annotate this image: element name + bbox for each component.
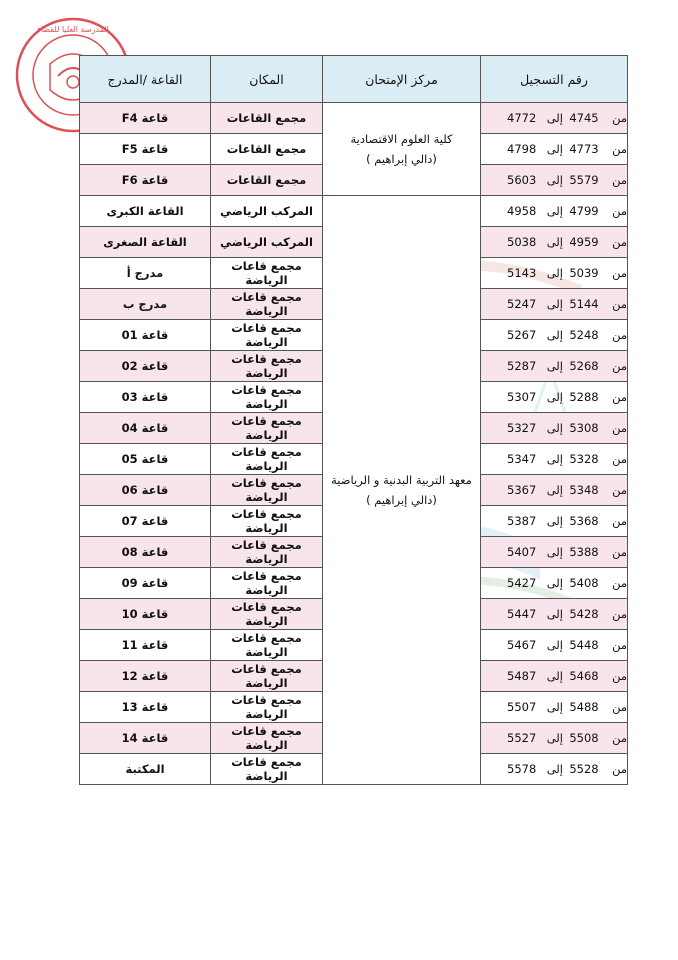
range-start: 5288: [569, 390, 599, 404]
range-end: 5307: [507, 390, 537, 404]
hall-cell: مدرج ب: [80, 289, 211, 320]
range-end: 5487: [507, 669, 537, 683]
place-cell: مجمع قاعات الرياضة: [211, 351, 323, 382]
table-body: [80, 103, 628, 785]
range-end: 4772: [507, 111, 537, 125]
range-start: 5488: [569, 700, 599, 714]
hall-cell: قاعة F5: [80, 134, 211, 165]
range-start: 5248: [569, 328, 599, 342]
header-hall: القاعة /المدرج: [80, 56, 211, 103]
from-label: من: [612, 576, 627, 590]
registration-range: [481, 537, 628, 568]
header-exam-center: مركز الإمتحان: [323, 56, 481, 103]
from-label: من: [612, 607, 627, 621]
place-cell: مجمع القاعات: [211, 165, 323, 196]
range-end: 5387: [507, 514, 537, 528]
registration-range: [481, 413, 628, 444]
hall-cell: قاعة 06: [80, 475, 211, 506]
range-start: 4773: [569, 142, 599, 156]
to-label: إلى: [546, 266, 563, 280]
hall-cell: القاعة الكبرى: [80, 196, 211, 227]
from-label: من: [612, 297, 627, 311]
range-start: 4799: [569, 204, 599, 218]
from-label: من: [612, 235, 627, 249]
range-end: 5367: [507, 483, 537, 497]
registration-range: [481, 103, 628, 134]
registration-range: [481, 227, 628, 258]
registration-range: [481, 475, 628, 506]
hall-cell: قاعة F6: [80, 165, 211, 196]
hall-cell: قاعة 01: [80, 320, 211, 351]
to-label: إلى: [546, 576, 563, 590]
registration-range: [481, 692, 628, 723]
exam-center-location: (دالي إبراهيم ): [366, 152, 437, 166]
hall-cell: قاعة 09: [80, 568, 211, 599]
range-end: 5287: [507, 359, 537, 373]
to-label: إلى: [546, 111, 563, 125]
place-cell: مجمع قاعات الرياضة: [211, 258, 323, 289]
table-row: [80, 103, 628, 134]
hall-cell: قاعة 05: [80, 444, 211, 475]
from-label: من: [612, 669, 627, 683]
range-start: 5428: [569, 607, 599, 621]
to-label: إلى: [546, 390, 563, 404]
place-cell: مجمع قاعات الرياضة: [211, 754, 323, 785]
registration-range: [481, 165, 628, 196]
hall-cell: القاعة الصغرى: [80, 227, 211, 258]
to-label: إلى: [546, 173, 563, 187]
registration-range: [481, 661, 628, 692]
from-label: من: [612, 421, 627, 435]
range-end: 5247: [507, 297, 537, 311]
place-cell: مجمع قاعات الرياضة: [211, 692, 323, 723]
range-start: 5528: [569, 762, 599, 776]
registration-range: [481, 320, 628, 351]
range-end: 5603: [507, 173, 537, 187]
to-label: إلى: [546, 452, 563, 466]
from-label: من: [612, 173, 627, 187]
range-start: 5039: [569, 266, 599, 280]
registration-range: [481, 382, 628, 413]
to-label: إلى: [546, 607, 563, 621]
place-cell: مجمع قاعات الرياضة: [211, 506, 323, 537]
range-end: 5447: [507, 607, 537, 621]
header-registration: رقم التسجيل: [481, 56, 628, 103]
range-start: 5579: [569, 173, 599, 187]
to-label: إلى: [546, 731, 563, 745]
from-label: من: [612, 266, 627, 280]
range-start: 5144: [569, 297, 599, 311]
header-place: المكان: [211, 56, 323, 103]
hall-cell: قاعة 08: [80, 537, 211, 568]
range-end: 4958: [507, 204, 537, 218]
place-cell: مجمع قاعات الرياضة: [211, 320, 323, 351]
range-start: 5408: [569, 576, 599, 590]
registration-range: [481, 568, 628, 599]
range-start: 5368: [569, 514, 599, 528]
stamp-text: المدرسة العليا للقضاء: [37, 25, 109, 34]
hall-cell: قاعة 10: [80, 599, 211, 630]
hall-cell: قاعة F4: [80, 103, 211, 134]
hall-cell: مدرج أ: [80, 258, 211, 289]
range-start: 5308: [569, 421, 599, 435]
hall-cell: قاعة 14: [80, 723, 211, 754]
from-label: من: [612, 638, 627, 652]
range-end: 5347: [507, 452, 537, 466]
table-row: [80, 196, 628, 227]
range-start: 5348: [569, 483, 599, 497]
exam-center-cell: [323, 196, 481, 785]
from-label: من: [612, 204, 627, 218]
from-label: من: [612, 328, 627, 342]
from-label: من: [612, 359, 627, 373]
range-start: 4959: [569, 235, 599, 249]
from-label: من: [612, 111, 627, 125]
range-end: 5038: [507, 235, 537, 249]
exam-center-name: كلية العلوم الاقتصادية: [350, 132, 453, 146]
place-cell: مجمع القاعات: [211, 134, 323, 165]
registration-range: [481, 196, 628, 227]
registration-range: [481, 599, 628, 630]
exam-center-location: (دالي إبراهيم ): [366, 493, 437, 507]
from-label: من: [612, 483, 627, 497]
place-cell: مجمع قاعات الرياضة: [211, 537, 323, 568]
hall-cell: قاعة 12: [80, 661, 211, 692]
range-start: 5388: [569, 545, 599, 559]
to-label: إلى: [546, 235, 563, 249]
place-cell: المركب الرياضي: [211, 227, 323, 258]
to-label: إلى: [546, 483, 563, 497]
to-label: إلى: [546, 514, 563, 528]
registration-range: [481, 506, 628, 537]
registration-table: [79, 55, 628, 785]
to-label: إلى: [546, 297, 563, 311]
to-label: إلى: [546, 359, 563, 373]
registration-range: [481, 134, 628, 165]
hall-cell: قاعة 03: [80, 382, 211, 413]
to-label: إلى: [546, 204, 563, 218]
to-label: إلى: [546, 142, 563, 156]
place-cell: مجمع قاعات الرياضة: [211, 475, 323, 506]
exam-center-name: معهد التربية البدنية و الرياضية: [331, 473, 472, 487]
registration-range: [481, 444, 628, 475]
from-label: من: [612, 390, 627, 404]
place-cell: مجمع قاعات الرياضة: [211, 289, 323, 320]
registration-range: [481, 754, 628, 785]
place-cell: مجمع قاعات الرياضة: [211, 568, 323, 599]
range-end: 5407: [507, 545, 537, 559]
registration-range: [481, 289, 628, 320]
from-label: من: [612, 545, 627, 559]
hall-cell: قاعة 02: [80, 351, 211, 382]
hall-cell: قاعة 04: [80, 413, 211, 444]
range-end: 5578: [507, 762, 537, 776]
range-end: 5467: [507, 638, 537, 652]
range-end: 4798: [507, 142, 537, 156]
range-start: 5468: [569, 669, 599, 683]
place-cell: مجمع قاعات الرياضة: [211, 661, 323, 692]
range-end: 5327: [507, 421, 537, 435]
registration-range: [481, 258, 628, 289]
to-label: إلى: [546, 545, 563, 559]
registration-range: [481, 723, 628, 754]
hall-cell: قاعة 13: [80, 692, 211, 723]
to-label: إلى: [546, 669, 563, 683]
to-label: إلى: [546, 762, 563, 776]
range-start: 5508: [569, 731, 599, 745]
range-start: 5328: [569, 452, 599, 466]
range-end: 5143: [507, 266, 537, 280]
hall-cell: قاعة 11: [80, 630, 211, 661]
place-cell: المركب الرياضي: [211, 196, 323, 227]
from-label: من: [612, 700, 627, 714]
to-label: إلى: [546, 638, 563, 652]
range-start: 5448: [569, 638, 599, 652]
range-end: 5507: [507, 700, 537, 714]
place-cell: مجمع قاعات الرياضة: [211, 630, 323, 661]
place-cell: مجمع القاعات: [211, 103, 323, 134]
from-label: من: [612, 731, 627, 745]
from-label: من: [612, 514, 627, 528]
from-label: من: [612, 142, 627, 156]
hall-cell: قاعة 07: [80, 506, 211, 537]
range-start: 4745: [569, 111, 599, 125]
place-cell: مجمع قاعات الرياضة: [211, 413, 323, 444]
registration-range: [481, 351, 628, 382]
place-cell: مجمع قاعات الرياضة: [211, 444, 323, 475]
range-end: 5527: [507, 731, 537, 745]
to-label: إلى: [546, 700, 563, 714]
from-label: من: [612, 452, 627, 466]
to-label: إلى: [546, 421, 563, 435]
place-cell: مجمع قاعات الرياضة: [211, 382, 323, 413]
range-end: 5267: [507, 328, 537, 342]
range-end: 5427: [507, 576, 537, 590]
from-label: من: [612, 762, 627, 776]
place-cell: مجمع قاعات الرياضة: [211, 599, 323, 630]
registration-range: [481, 630, 628, 661]
table-header-row: [80, 56, 628, 103]
place-cell: مجمع قاعات الرياضة: [211, 723, 323, 754]
exam-center-cell: [323, 103, 481, 196]
to-label: إلى: [546, 328, 563, 342]
hall-cell: المكتبة: [80, 754, 211, 785]
range-start: 5268: [569, 359, 599, 373]
